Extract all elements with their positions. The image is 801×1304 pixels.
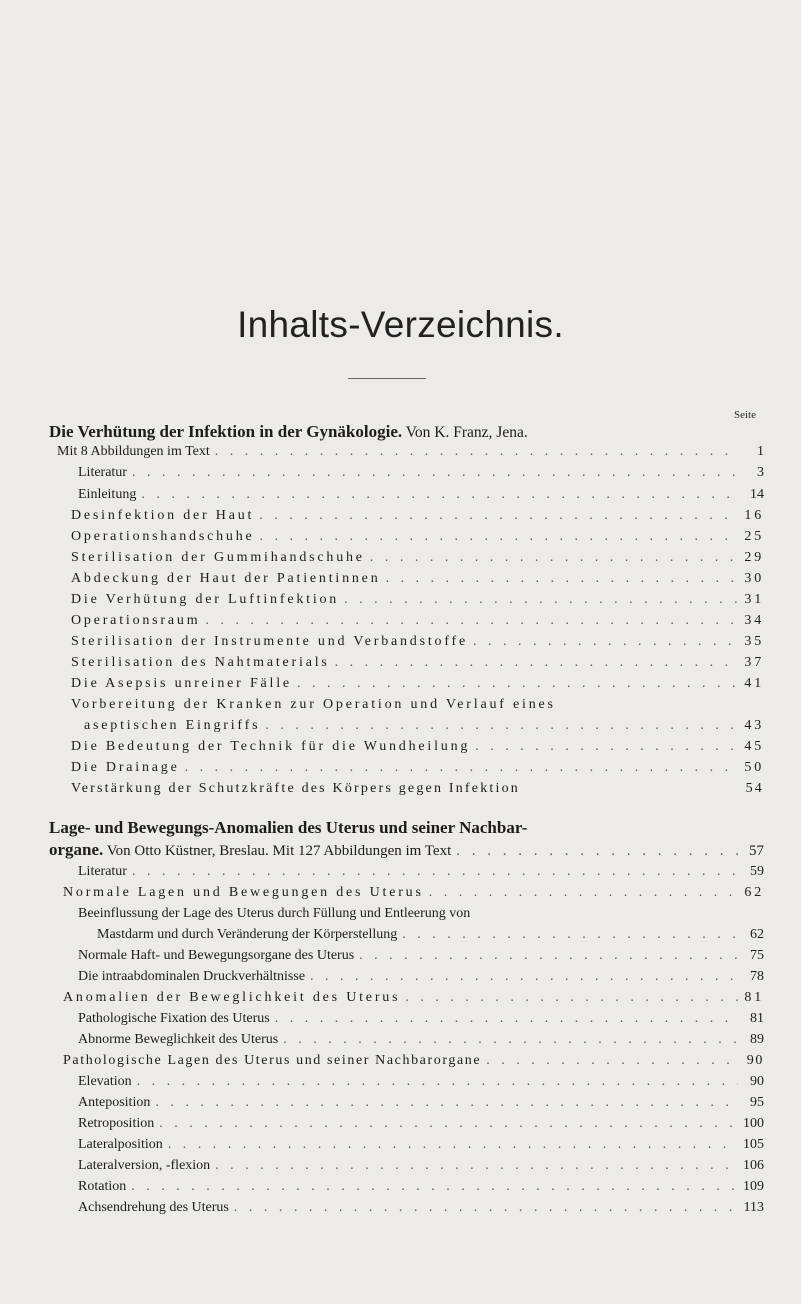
toc-entry[interactable]: Desinfektion der Haut . . . 16 <box>71 506 764 526</box>
toc-entry[interactable]: Die Verhütung der Luftinfektion . . . 31 <box>71 590 764 610</box>
toc-entry[interactable]: Anteposition . . . 95 <box>78 1093 764 1113</box>
toc-entry[interactable]: Die Asepsis unreiner Fälle . . . 41 <box>71 674 764 694</box>
section-1-heading <box>49 421 764 444</box>
toc-entry[interactable]: Literatur . . . 3 <box>78 463 764 483</box>
toc-entry-continued[interactable]: Vorbereitung der Kranken zur Operation und Verlauf eines <box>71 697 556 712</box>
toc-entry[interactable]: Die Bedeutung der Technik für die Wundheilung . . . 45 <box>71 737 764 757</box>
title-divider <box>348 378 426 379</box>
toc-entry[interactable]: Abdeckung der Haut der Patientinnen . . . 30 <box>71 569 764 589</box>
toc-entry[interactable]: Pathologische Lagen des Uterus und seiner Nachbarorgane . . . 90 <box>63 1051 764 1071</box>
section-2-title-line2: organe. <box>49 840 104 859</box>
toc-entry[interactable]: Achsendrehung des Uterus . . . 113 <box>78 1198 764 1218</box>
seite-column-label: Seite <box>734 409 756 421</box>
toc-entry[interactable]: Normale Haft- und Bewegungsorgane des Uterus . . . 75 <box>78 946 764 966</box>
toc-entry[interactable]: aseptischen Eingriffs . . . 43 <box>84 716 764 736</box>
toc-entry[interactable]: Elevation . . . 90 <box>78 1072 764 1092</box>
toc-entry[interactable]: Normale Lagen und Bewegungen des Uterus . . . 62 <box>63 883 764 903</box>
toc-entry[interactable]: Die intraabdominalen Druckverhältnisse . . . 78 <box>78 967 764 987</box>
section-2-heading <box>49 817 764 839</box>
toc-entry[interactable]: Operationshandschuhe . . . 25 <box>71 527 764 547</box>
toc-entry[interactable]: Anomalien der Beweglichkeit des Uterus . . . 81 <box>63 988 764 1008</box>
toc-entry[interactable]: Operationsraum . . . 34 <box>71 611 764 631</box>
section-2-title-line1: Lage- und Bewegungs-Anomalien des Uterus und seiner Nachbar- <box>49 818 528 837</box>
toc-entry[interactable]: Rotation . . . 109 <box>78 1177 764 1197</box>
toc-entry[interactable]: Lateralposition . . . 105 <box>78 1135 764 1155</box>
toc-entry[interactable]: Sterilisation der Gummihandschuhe . . . 29 <box>71 548 764 568</box>
toc-entry[interactable]: Einleitung . . . 14 <box>78 485 764 505</box>
toc-entry[interactable]: Literatur . . . 59 <box>78 862 764 882</box>
toc-entry[interactable]: Sterilisation des Nahtmaterials . . . 37 <box>71 653 764 673</box>
toc-entry[interactable]: Verstärkung der Schutzkräfte des Körpers gegen Infektion 54 <box>71 781 764 796</box>
section-1-author: Von K. Franz, Jena. <box>405 424 528 441</box>
toc-entry[interactable]: Lateralversion, -flexion . . . 106 <box>78 1156 764 1176</box>
toc-entry[interactable]: Abnorme Beweglichkeit des Uterus . . . 89 <box>78 1030 764 1050</box>
toc-entry[interactable]: Sterilisation der Instrumente und Verbandstoffe . . . 35 <box>71 632 764 652</box>
toc-entry[interactable]: Mastdarm und durch Veränderung der Körperstellung . . . 62 <box>97 925 764 945</box>
section-2-author: Von Otto Küstner, Breslau. Mit 127 Abbildungen im Text <box>106 843 452 859</box>
toc-entry[interactable]: Pathologische Fixation des Uterus . . . 81 <box>78 1009 764 1029</box>
toc-entry-continued[interactable]: Beeinflussung der Lage des Uterus durch Füllung und Entleerung von <box>78 906 471 921</box>
section-2-author-line[interactable]: organe. Von Otto Küstner, Breslau. Mit 127 Abbildungen im Text . . . 57 <box>49 840 764 860</box>
toc-entry[interactable]: Mit 8 Abbildungen im Text . . . 1 <box>57 442 764 462</box>
section-1-title: Die Verhütung der Infektion in der Gynäkologie. <box>49 422 403 441</box>
toc-entry[interactable]: Die Drainage . . . 50 <box>71 758 764 778</box>
page-title: Inhalts-Verzeichnis. <box>237 304 564 345</box>
toc-entry[interactable]: Retroposition . . . 100 <box>78 1114 764 1134</box>
